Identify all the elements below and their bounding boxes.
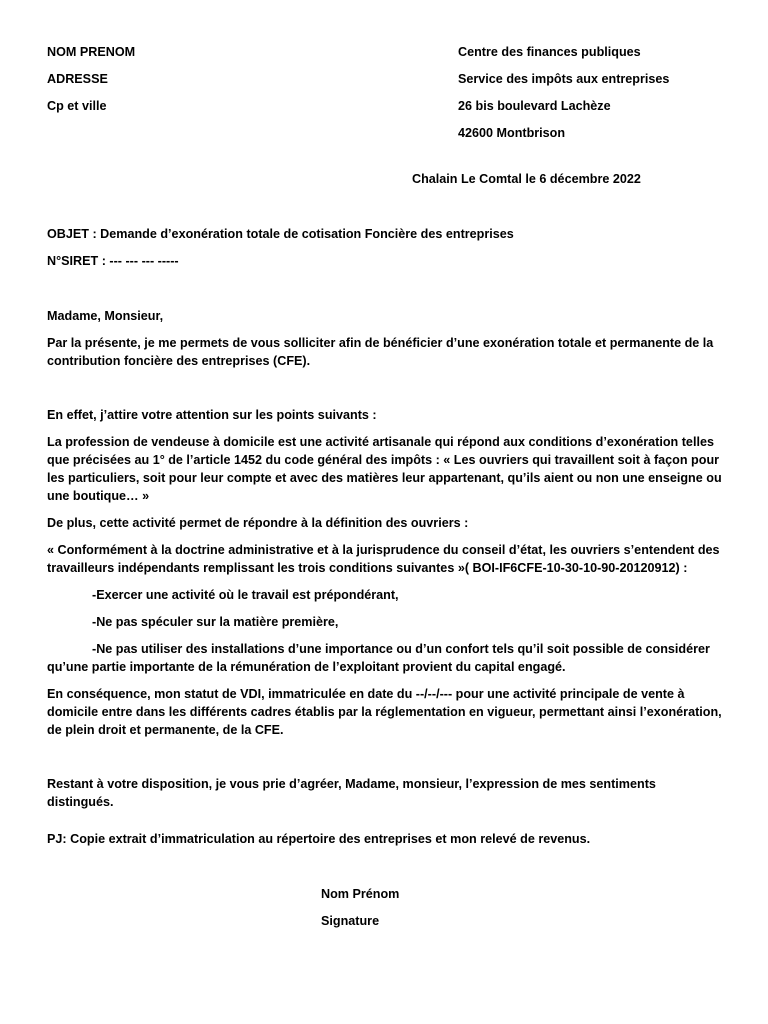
paragraph-intro: Par la présente, je me permets de vous solliciter afin de bénéficier d’une exonération totale et permanente de la contribution foncière des entreprises (CFE).	[47, 336, 714, 368]
paragraph-closing: Restant à votre disposition, je vous prie d’agréer, Madame, monsieur, l’expression de mes sentiments distingués.	[47, 777, 656, 809]
date-line: Chalain Le Comtal le 6 décembre 2022	[412, 172, 641, 186]
paragraph-definition: De plus, cette activité permet de répondre à la définition des ouvriers :	[47, 516, 469, 530]
paragraph-doctrine: « Conformément à la doctrine administrative et à la jurisprudence du conseil d’état, les ouvriers s’entendent des travailleurs indépendants remplissant les trois conditions suivantes »( BOI-IF6CFE-10-30-10-90-20120912) :	[47, 543, 720, 575]
recipient-line-4: 42600 Montbrison	[458, 126, 566, 140]
paragraph-profession: La profession de vendeuse à domicile est une activité artisanale qui répond aux conditions d’exonération telles que précisées au 1° de l’article 1452 du code général des impôts : « Les ouvriers qui travaillent soit à façon pour les particuliers, soit pour leur compte et avec des matières leur appartenant, qu’ils aient ou non une enseigne ou une boutique… »	[47, 435, 722, 503]
paragraph-consequence: En conséquence, mon statut de VDI, immatriculée en date du --/--/--- pour une activité principale de vente à domicile entre dans les différents cadres établis par la réglementation en vigueur, permettant ainsi l’exonération, de plein droit et permanente, de la CFE.	[47, 687, 722, 737]
recipient-line-3: 26 bis boulevard Lachèze	[458, 99, 611, 113]
paragraph-attention: En effet, j’attire votre attention sur les points suivants :	[47, 408, 377, 422]
object-line: OBJET : Demande d’exonération totale de cotisation Foncière des entreprises	[47, 227, 514, 241]
signature-name: Nom Prénom	[321, 887, 400, 901]
condition-2: -Ne pas spéculer sur la matière première,	[92, 615, 339, 629]
recipient-line-1: Centre des finances publiques	[458, 45, 641, 59]
sender-name: NOM PRENOM	[47, 45, 136, 59]
recipient-line-2: Service des impôts aux entreprises	[458, 72, 670, 86]
signature-label: Signature	[321, 914, 380, 928]
salutation: Madame, Monsieur,	[47, 309, 164, 323]
attachments-line: PJ: Copie extrait d’immatriculation au répertoire des entreprises et mon relevé de revenus.	[47, 832, 591, 846]
condition-3: -Ne pas utiliser des installations d’une importance ou d’un confort tels qu’il soit possible de considérer qu’une partie importante de la rémunération de l’exploitant provient du capital engagé.	[47, 642, 710, 674]
sender-address: ADRESSE	[47, 72, 108, 86]
condition-1: -Exercer une activité où le travail est prépondérant,	[92, 588, 399, 602]
sender-postal-city: Cp et ville	[47, 99, 107, 113]
siret-line: N°SIRET : --- --- --- -----	[47, 254, 179, 268]
